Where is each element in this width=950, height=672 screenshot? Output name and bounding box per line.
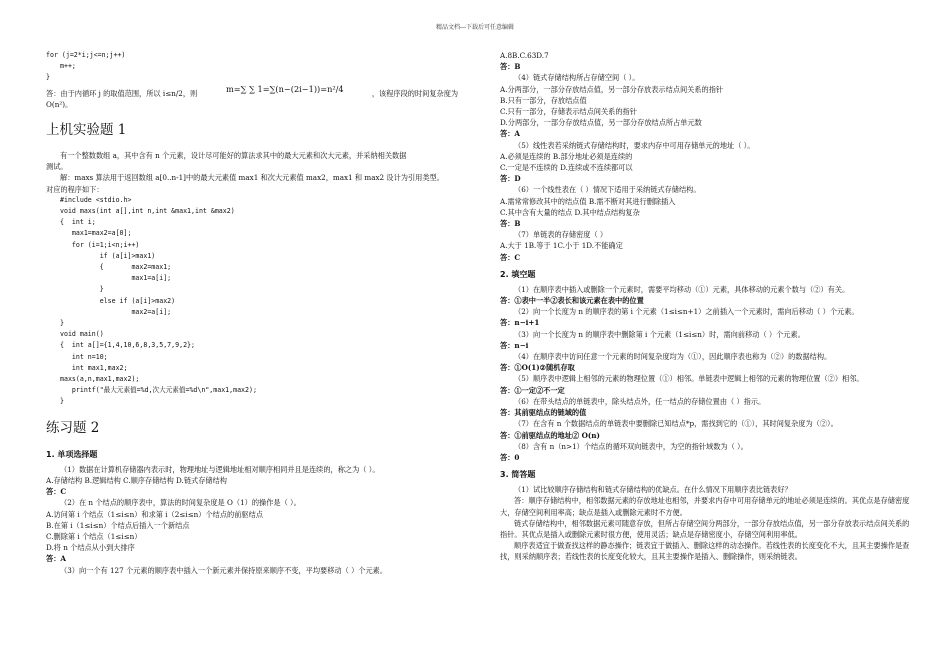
code-line: for (i=1;i<n;i++)	[60, 240, 140, 249]
option: C.只有一部分，存储表示结点间关系的指针	[500, 107, 637, 117]
question: （4）在顺序表中访问任意一个元素的时间复杂度均为（①），因此顺序表也称为（②）的数据结构。	[514, 352, 832, 362]
option: D.将 n 个结点从小到大排序	[46, 543, 135, 553]
code-line: else if (a[i]>max2)	[60, 296, 176, 305]
code-line: int max1,max2;	[60, 363, 128, 372]
answer: 答：n−i+1	[500, 318, 540, 328]
answer-text: ，该程序段的时间复杂度为	[371, 88, 459, 98]
code-line: int n=10;	[60, 352, 108, 361]
option: A.访问第 i 个结点（1≤i≤n）和求第 i（2≤i≤n）个结点的前驱结点	[46, 509, 263, 519]
question: （5）线性表若采纳链式存储结构时，要求内存中可用存储单元的地址（ ）。	[514, 140, 755, 150]
answer: 答：①前驱结点的地址② O(n)	[500, 430, 600, 440]
code-line: max2=a[i];	[60, 307, 172, 316]
options: A.大于 1B.等于 1C.小于 1D.不能确定	[500, 241, 623, 251]
code-line: m++;	[60, 62, 76, 71]
question: （5）顺序表中逻辑上相邻的元素的物理位置（①）相邻。单链表中逻辑上相邻的元素的物理位置（②）相邻。	[514, 374, 864, 384]
question: （8）含有 n（n>1）个结点的循环双向链表中，为空的指针域数为（ ）。	[514, 441, 748, 451]
question: （7）单链表的存储密度（ ）	[514, 230, 608, 240]
answer: 答：0	[500, 452, 520, 462]
answer: 答：A	[500, 129, 520, 139]
question: （7）在含有 n 个数据结点的单链表中要删除已知结点*p，需找到它的（①），其时间复杂度为（②）。	[514, 419, 838, 429]
code-line: { int i;	[60, 218, 96, 227]
question: （6）一个线性表在（ ）情况下适用于采纳链式存储结构。	[514, 185, 701, 195]
question: （2）向一个长度为 n 的顺序表的第 i 个元素（1≤i≤n+1）之前插入一个元素时，需向后移动（ ）个元素。	[514, 307, 859, 317]
answer-text: O(n²)。	[46, 99, 73, 109]
code-line: }	[60, 397, 64, 406]
question: （2）在 n 个结点的顺序表中，算法的时间复杂度是 O（1）的操作是（ ）。	[60, 498, 301, 508]
question: （1）试比较顺序存储结构和链式存储结构的优缺点。在什么情况下用顺序表比链表好？	[514, 485, 792, 495]
option: A.分两部分，一部分存放结点值，另一部分存放表示结点间关系的指针	[500, 84, 724, 94]
option: B.只有一部分，存放结点值	[500, 95, 587, 105]
answer: 答：C	[46, 487, 67, 497]
question: （1）数据在计算机存储器内表示时，物理地址与逻辑地址相对顺序相同并且是连续的，称之为（ ）。	[60, 464, 380, 474]
option: A.需常常修改其中的结点值 B.需不断对其进行删除插入	[500, 196, 676, 206]
code-line: for (j=2*i;j<=n;j++)	[46, 51, 126, 59]
option: B.在第 i（1≤i≤n）个结点后插入一个新结点	[46, 520, 190, 530]
paragraph: 解：maxs 算法用于返回数组 a[0..n-1]中的最大元素值 max1 和次大元素值 max2，max1 和 max2 设计为引用类型。	[60, 173, 444, 183]
subsection-title: 1. 单项选择题	[46, 449, 98, 459]
answer: 答：顺序存储结构中，相邻数据元素的存放地址也相邻，并要求内存中可用存储单元的地址必须是连续的。其优点是存储密度大，存储空间利用率高；缺点是插入或删除元素时不方便。	[500, 496, 910, 517]
code-line: #include <stdio.h>	[60, 195, 132, 204]
code-line: { int a[]={1,4,10,6,8,3,5,7,9,2};	[60, 341, 195, 350]
answer: 答：B	[500, 62, 521, 72]
section-title: 练习题 2	[46, 419, 100, 436]
option: C.删除第 i 个结点（1≤i≤n）	[46, 531, 142, 541]
code-line: max1=max2=a[0];	[60, 229, 132, 238]
code-line: { max2=max1;	[60, 263, 172, 272]
code-block	[46, 195, 474, 408]
answer: 顺序表适宜于做查找这样的静态操作；链表宜于做插入、删除这样的动态操作。若线性表的长度变化不大，且其主要操作是查找，则采纳顺序表；若线性表的长度变化较大，且其主要操作是插入、删除操作，则采纳链表。	[500, 541, 910, 562]
option: C.其中含有大量的结点 D.其中结点结构复杂	[500, 207, 640, 217]
answer: 答：n−i	[500, 340, 529, 350]
answer: 答：C	[500, 252, 521, 262]
options: A.存储结构 B.逻辑结构 C.顺序存储结构 D.链式存储结构	[46, 475, 227, 485]
page-header: 精品文档---下载后可任意编辑	[435, 24, 515, 31]
option: A.必须是连续的 B.部分地址必须是连续的	[500, 151, 633, 161]
code-line: maxs(a,n,max1,max2);	[60, 375, 140, 384]
answer: 答：①表中一半②表长和该元素在表中的位置	[500, 296, 644, 306]
section-title: 上机实验题 1	[46, 122, 127, 139]
subsection-title: 2. 填空题	[500, 269, 536, 279]
options: A.8B.C.63D.7	[500, 51, 549, 60]
code-line: }	[46, 73, 50, 82]
answer: 链式存储结构中，相邻数据元素可随意存放，但所占存储空间分两部分，一部分存放结点值，另一部分存放表示结点间关系的指针。其优点是插入或删除元素时很方便，使用灵活；缺点是存储密度小，存储空间利用率低。	[500, 518, 910, 539]
answer: 答：①O(1)②随机存取	[500, 363, 575, 373]
code-line: void main()	[60, 330, 104, 339]
right-column	[500, 50, 910, 563]
code-line: void maxs(int a[],int n,int &max1,int &max2)	[60, 207, 235, 216]
question: （3）向一个长度为 n 的顺序表中删除第 i 个元素（1≤i≤n）时，需向前移动（ ）个元素。	[514, 329, 805, 339]
paragraph: 对应的程序如下：	[46, 184, 104, 194]
paragraph: 测试。	[46, 162, 68, 172]
code-line: printf("最大元素值=%d,次大元素值=%d\n",max1,max2);	[60, 386, 257, 395]
code-line: }	[60, 319, 64, 328]
answer: 答：B	[500, 219, 521, 229]
subsection-title: 3. 简答题	[500, 470, 536, 480]
question: （6）在带头结点的单链表中，除头结点外，任一结点的存储位置由（ ）指示。	[514, 396, 766, 406]
formula: m=∑ ∑ 1=∑(n−(2i−1))=n²/4	[226, 84, 344, 94]
paragraph: 有一个整数数组 a，其中含有 n 个元素，设计尽可能好的算法求其中的最大元素和次大元素，并采纳相关数据	[60, 151, 407, 161]
code-line: if (a[i]>max1)	[60, 251, 156, 260]
answer: 答：A	[46, 554, 66, 564]
question: （3）向一个有 127 个元素的顺序表中插入一个新元素并保持原来顺序不变，平均要移动（ ）个元素。	[60, 565, 388, 575]
code-line: }	[60, 285, 104, 294]
answer: 答：①一定②不一定	[500, 385, 565, 395]
question: （1）在顺序表中插入或删除一个元素时，需要平均移动（①）元素，具体移动的元素个数与（②）有关。	[514, 284, 850, 294]
option: C.一定是不连续的 D.连续或不连续都可以	[500, 163, 633, 173]
code-line: max1=a[i];	[60, 274, 172, 283]
left-column	[46, 50, 474, 576]
answer: 答：D	[500, 174, 521, 184]
answer-text: 答：由于内循环 j 的取值范围，所以 i≤n/2，则	[46, 88, 198, 98]
answer: 答：其前驱结点的链域的值	[500, 408, 587, 418]
question: （4）链式存储结构所占存储空间（ ）。	[514, 73, 640, 83]
option: D.分两部分，一部分存放结点值，另一部分存放结点所占单元数	[500, 118, 702, 128]
